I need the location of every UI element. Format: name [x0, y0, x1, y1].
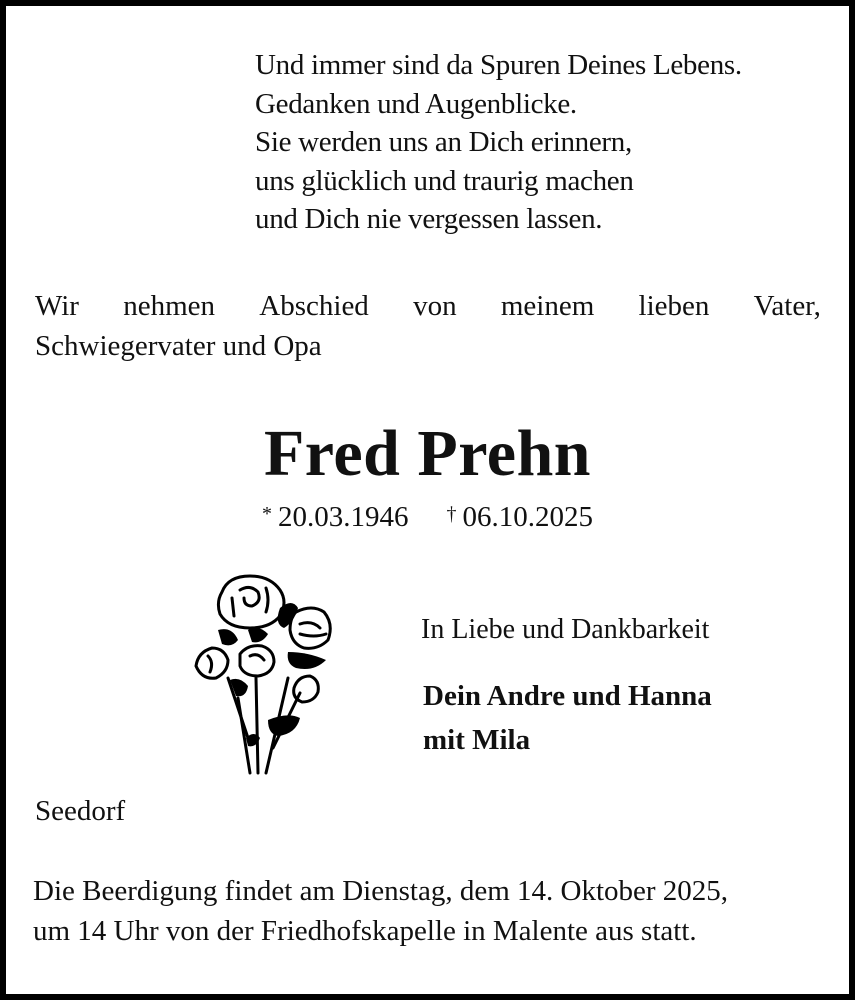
poem	[255, 46, 742, 239]
intro-word: Vater,	[753, 290, 821, 322]
funeral-line-2: um 14 Uhr von der Friedhofskapelle in Malente aus statt.	[33, 915, 697, 947]
poem-line: Sie werden uns an Dich erinnern,	[255, 126, 632, 158]
intro-word: von	[413, 290, 457, 322]
mourners-line-2: mit Mila	[423, 724, 531, 756]
mourners-line-1: Dein Andre und Hanna	[423, 680, 712, 712]
intro-word: Abschied	[259, 290, 369, 322]
life-dates	[6, 501, 849, 534]
intro-word: meinem	[500, 290, 595, 322]
intro-line-2: Schwiegervater und Opa	[35, 330, 322, 362]
obituary-notice	[6, 6, 849, 994]
birth-date: 20.03.1946	[278, 501, 409, 533]
intro-word: lieben	[638, 290, 710, 322]
poem-line: uns glücklich und traurig machen	[255, 164, 634, 197]
farewell-intro	[35, 286, 821, 366]
dedication: In Liebe und Dankbarkeit	[421, 614, 710, 645]
funeral-line-1: Die Beerdigung findet am Dienstag, dem 14. Oktober 2025,	[33, 875, 729, 907]
roses-bouquet-icon	[188, 568, 338, 780]
intro-line-1	[35, 286, 821, 326]
place: Seedorf	[35, 795, 126, 827]
poem-line: Gedanken und Augenblicke.	[255, 87, 577, 120]
deceased-name: Fred Prehn	[263, 417, 592, 490]
death-cross-icon: †	[446, 503, 457, 525]
poem-line: und Dich nie vergessen lassen.	[255, 203, 603, 235]
funeral-info	[33, 871, 728, 951]
poem-line: Und immer sind da Spuren Deines Lebens.	[255, 49, 742, 81]
intro-word: nehmen	[123, 290, 216, 322]
intro-word: Wir	[35, 290, 79, 322]
death-date: 06.10.2025	[462, 501, 593, 533]
mourners	[423, 674, 712, 762]
birth-star-icon: *	[262, 503, 272, 525]
